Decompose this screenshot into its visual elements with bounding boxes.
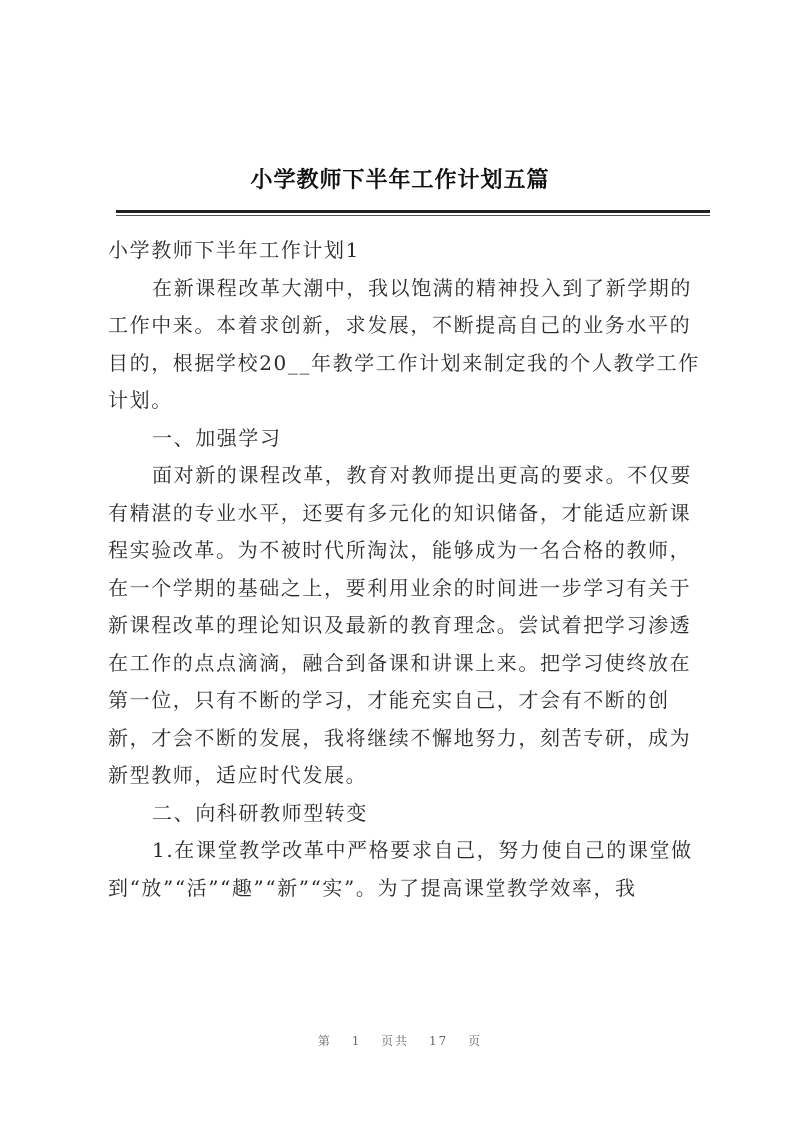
section-2-item-1: 1.在课堂教学改革中严格要求自己，努力使自己的课堂做到“放”“活”“趣”“新”“实”。为了提高课堂教学效率，我: [108, 838, 693, 900]
document-title: 小学教师下半年工作计划五篇: [250, 167, 550, 193]
footer-current-page: 1: [351, 1034, 362, 1048]
footer-prefix: 第: [317, 1034, 332, 1048]
page-footer: [0, 1032, 800, 1049]
footer-total-pages: 17: [429, 1034, 449, 1048]
title-underline-thick: [116, 210, 710, 213]
section-heading-1: 一、加强学习: [152, 425, 282, 450]
section-1-paragraph: 面对新的课程改革，教育对教师提出更高的要求。不仅要有精湛的专业水平，还要有多元化的知识储备，才能适应新课程实验改革。为不被时代所淘汰，能够成为一名合格的教师，在一个学期的基础之上，要利用业余的时间进一步学习有关于新课程改革的理论知识及最新的教育理念。尝试着把学习渗透在工作的点点滴滴，融合到备课和讲课上来。把学习使终放在第一位，只有不断的学习，才能充实自己，才会有不断的创新，才会不断的发展，我将继续不懈地努力，刻苦专研，成为新型教师，适应时代发展。: [108, 463, 692, 787]
footer-suffix: 页: [468, 1034, 483, 1048]
section-heading-2: 二、向科研教师型转变: [152, 800, 368, 825]
title-underline-thin: [116, 215, 710, 216]
footer-mid: 页共: [381, 1034, 410, 1048]
intro-paragraph: 在新课程改革大潮中，我以饱满的精神投入到了新学期的工作中来。本着求创新，求发展，不断提高自己的业务水平的目的，根据学校20__年教学工作计划来制定我的个人教学工作计划。: [108, 275, 700, 412]
document-body: [108, 232, 708, 907]
plan-subtitle: 小学教师下半年工作计划1: [108, 238, 360, 262]
